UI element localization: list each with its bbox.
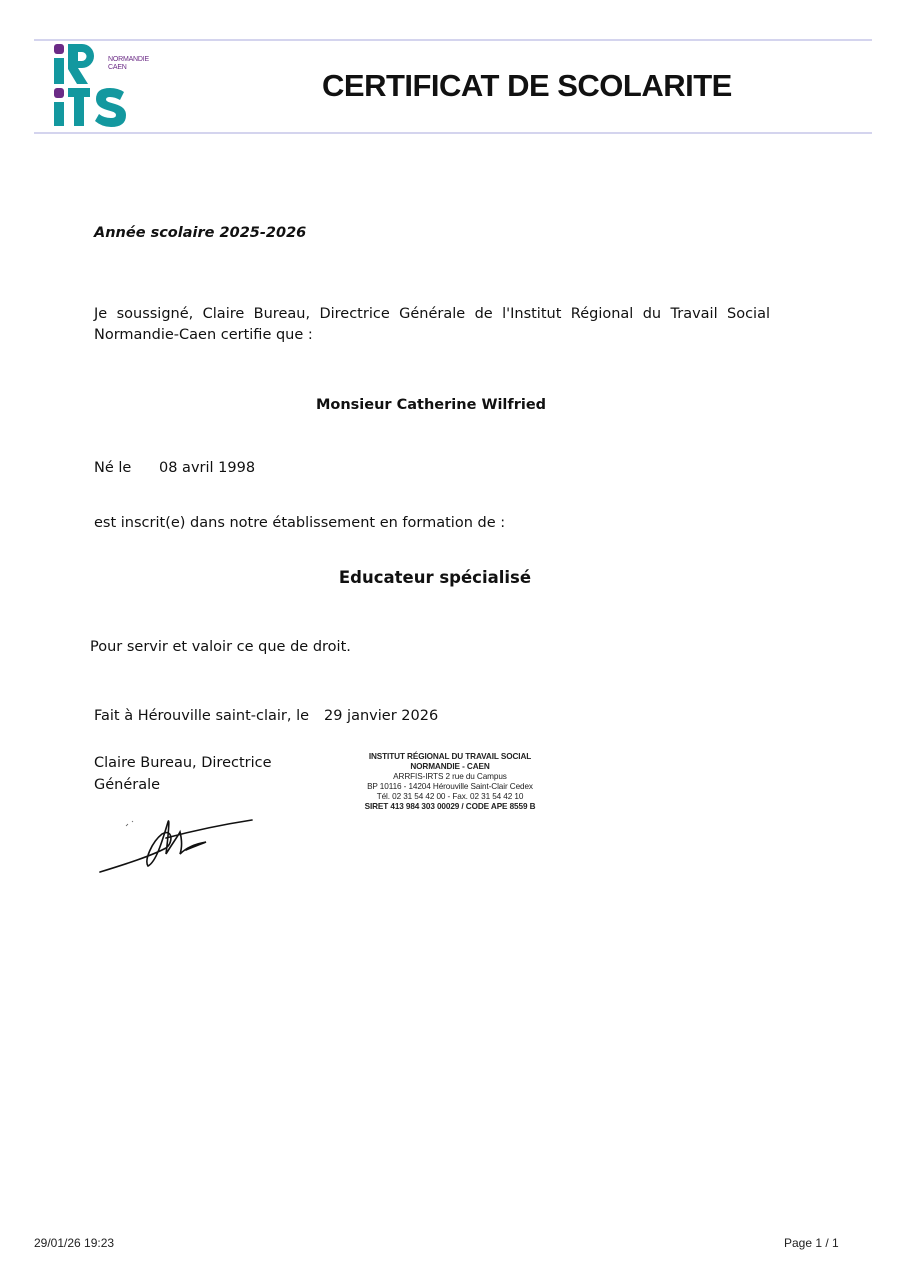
stamp-line-2: NORMANDIE - CAEN bbox=[410, 762, 490, 771]
student-name: Monsieur Catherine Wilfried bbox=[315, 397, 547, 413]
logo-subtitle bbox=[108, 56, 149, 72]
handwritten-signature bbox=[96, 808, 256, 878]
birth-date-value: 08 avril 1998 bbox=[159, 460, 256, 476]
logo-subtitle-line1: NORMANDIE bbox=[108, 56, 149, 63]
irts-logo bbox=[52, 44, 162, 130]
stamp-line-4: BP 10116 - 14204 Hérouville Saint-Clair Cedex bbox=[367, 782, 533, 791]
stamp-line-3: ARRFIS-IRTS 2 rue du Campus bbox=[393, 772, 507, 781]
footer-timestamp: 29/01/26 19:23 bbox=[34, 1236, 115, 1250]
stamp-line-6: SIRET 413 984 303 00029 / CODE APE 8559 B bbox=[364, 802, 536, 811]
birth-date-label: Né le bbox=[94, 460, 132, 476]
declaration-paragraph: Je soussigné, Claire Bureau, Directrice Générale de l'Institut Régional du Travail Social Normandie-Caen certifie que : bbox=[94, 306, 770, 343]
footer-page-number: Page 1 / 1 bbox=[784, 1236, 839, 1250]
logo-subtitle-line2: CAEN bbox=[108, 64, 127, 71]
issue-date: 29 janvier 2026 bbox=[324, 708, 439, 724]
signatory-name: Claire Bureau, Directrice Générale bbox=[94, 755, 272, 793]
school-year: Année scolaire 2025-2026 bbox=[94, 225, 307, 241]
institution-stamp bbox=[350, 752, 550, 812]
header-top-rule bbox=[34, 39, 872, 41]
formation-name: Educateur spécialisé bbox=[338, 568, 532, 587]
document-title: CERTIFICAT DE SCOLARITE bbox=[322, 68, 732, 103]
closing-formula: Pour servir et valoir ce que de droit. bbox=[90, 639, 351, 655]
place-statement: Fait à Hérouville saint-clair, le bbox=[94, 708, 310, 724]
header-bottom-rule bbox=[34, 132, 872, 134]
stamp-line-5: Tél. 02 31 54 42 00 - Fax. 02 31 54 42 10 bbox=[376, 792, 524, 801]
stamp-line-1: INSTITUT RÉGIONAL DU TRAVAIL SOCIAL bbox=[368, 752, 532, 761]
enrollment-statement: est inscrit(e) dans notre établissement en formation de : bbox=[94, 515, 506, 531]
